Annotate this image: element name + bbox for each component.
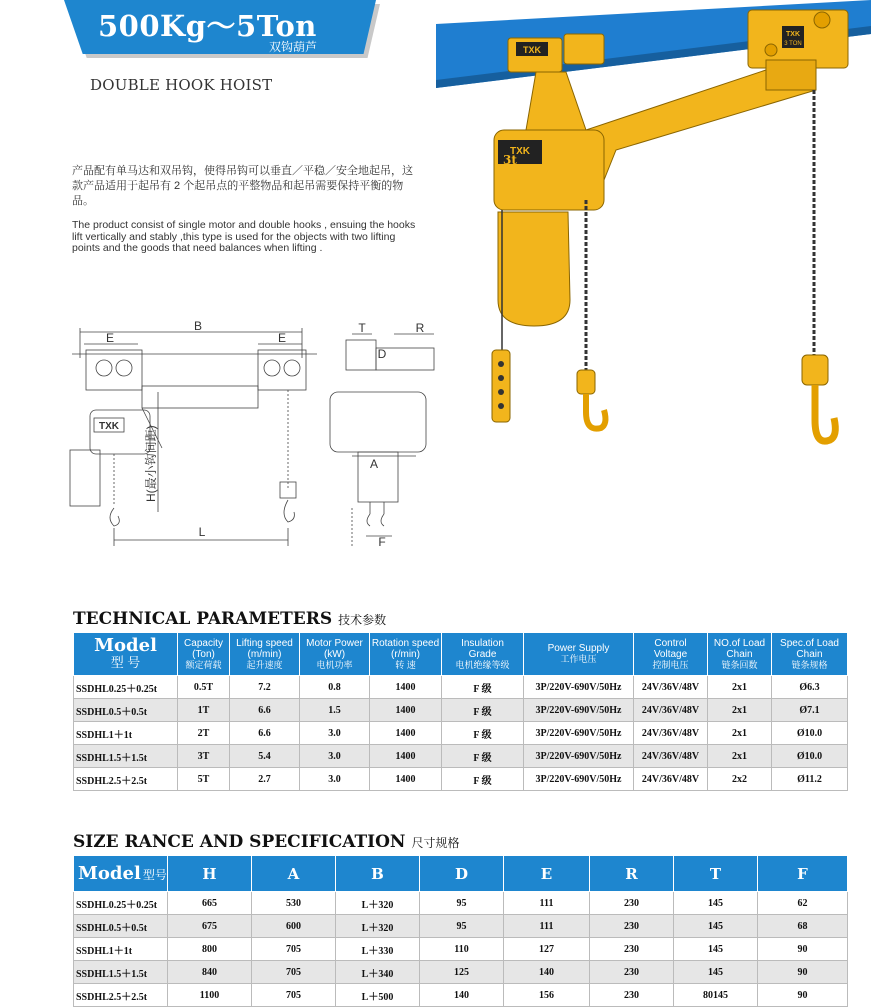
dim-L: L [198,525,206,539]
table-row [74,892,848,915]
table-cell: L＋320 [336,915,420,938]
size-section-title [73,832,459,852]
right-hook-block [802,355,828,385]
th-chain-spec: Spec.of Load Chain 链条规格 [772,633,848,676]
table-cell: 2x1 [708,676,772,699]
description-en: The product consist of single motor and double hooks , ensuing the hooks lift vertically and stably ,this type is used for the objects with two lifting points and the goods that need balances when lifting . [72,219,416,254]
table-cell: Ø7.1 [772,699,848,722]
table-cell: 5.4 [230,745,300,768]
th-rotation-speed: Rotation speed (r/min) 转 速 [370,633,442,676]
table-cell: 3.0 [300,768,370,791]
th-lifting-speed: Lifting speed (m/min) 起升速度 [230,633,300,676]
left-hook-block [577,370,595,394]
table-cell: 24V/36V/48V [634,745,708,768]
table-cell: 1400 [370,722,442,745]
th-motor-power: Motor Power (kW) 电机功率 [300,633,370,676]
trolley-capacity-right: 3 TON [784,41,802,47]
table-cell: 705 [252,961,336,984]
title-banner [64,0,382,62]
pendant-control [492,350,510,422]
table-cell: 1400 [370,676,442,699]
th-R: R [590,856,674,892]
table-row [74,745,848,768]
table-cell: 2x1 [708,722,772,745]
table-cell: 1400 [370,768,442,791]
table-cell: 2x2 [708,768,772,791]
size-table [73,855,848,1007]
table-cell: 2T [178,722,230,745]
table-cell: 140 [420,984,504,1007]
technical-title: TECHNICAL PARAMETERS [73,609,333,629]
table-cell: Ø6.3 [772,676,848,699]
table-cell: 2x1 [708,699,772,722]
table-row [74,722,848,745]
table-cell: 6.6 [230,699,300,722]
table-cell: Ø10.0 [772,745,848,768]
table-cell: 5T [178,768,230,791]
table-cell: 705 [252,984,336,1007]
table-cell: 145 [674,938,758,961]
table-cell: Ø11.2 [772,768,848,791]
table-cell: L＋340 [336,961,420,984]
table-cell: 1.5 [300,699,370,722]
th-control-voltage: Control Voltage 控制电压 [634,633,708,676]
dim-E-left: E [105,331,115,345]
table-cell: 24V/36V/48V [634,699,708,722]
table-cell: 145 [674,915,758,938]
table-cell: 3P/220V-690V/50Hz [524,745,634,768]
table-cell: 90 [758,984,848,1007]
table-cell: L＋500 [336,984,420,1007]
drawing-side-view [322,318,452,554]
table-cell: 3T [178,745,230,768]
table-cell: 110 [420,938,504,961]
table-cell: 95 [420,915,504,938]
th-E: E [504,856,590,892]
technical-title-cn: 技术参数 [338,613,387,627]
th-F: F [758,856,848,892]
table-cell: 3P/220V-690V/50Hz [524,699,634,722]
table-cell: 230 [590,961,674,984]
table-cell: 111 [504,915,590,938]
th-chain-count: NO.of Load Chain 链条回数 [708,633,772,676]
page-subtitle: DOUBLE HOOK HOIST [90,76,273,94]
dim-B: B [193,319,203,333]
th-A: A [252,856,336,892]
table-cell: 230 [590,892,674,915]
dim-E-right: E [277,331,287,345]
right-hook [815,385,835,441]
table-cell: 3P/220V-690V/50Hz [524,722,634,745]
th-capacity: Capacity (Ton) 额定荷载 [178,633,230,676]
table-cell: 675 [168,915,252,938]
table-cell: 111 [504,892,590,915]
dim-A: A [369,457,379,471]
table-cell: 127 [504,938,590,961]
table-cell: F 级 [442,722,524,745]
th-T: T [674,856,758,892]
trolley-brand-right: TXK [786,31,800,38]
th-B: B [336,856,420,892]
table-cell: 145 [674,892,758,915]
table-cell: 230 [590,984,674,1007]
size-title-cn: 尺寸规格 [411,836,460,850]
table-cell: SSDHL1.5＋1.5t [74,961,168,984]
table-cell: SSDHL1.5＋1.5t [74,745,178,768]
th-power-supply: Power Supply 工作电压 [524,633,634,676]
table-cell: 95 [420,892,504,915]
table-cell: 600 [252,915,336,938]
size-title: SIZE RANCE AND SPECIFICATION [73,832,406,852]
table-cell: SSDHL1＋1t [74,722,178,745]
technical-section-title [73,609,386,629]
table-cell: 1400 [370,699,442,722]
th-size-model: Model 型号 [74,856,168,892]
table-cell: 90 [758,938,848,961]
dim-T: T [358,321,366,335]
table-row [74,768,848,791]
table-cell: F 级 [442,745,524,768]
table-cell: 2.7 [230,768,300,791]
table-row [74,699,848,722]
table-cell: L＋320 [336,892,420,915]
table-cell: 800 [168,938,252,961]
table-cell: 0.5T [178,676,230,699]
product-photo [436,0,871,470]
drawing-front-view [62,318,330,554]
table-cell: SSDHL0.5＋0.5t [74,699,178,722]
page-title: 500Kg～5Ton [98,9,317,43]
left-hook [586,394,605,429]
table-cell: 230 [590,915,674,938]
table-cell: 6.6 [230,722,300,745]
table-cell: F 级 [442,676,524,699]
table-cell: 3.0 [300,722,370,745]
table-cell: 0.8 [300,676,370,699]
table-cell: F 级 [442,768,524,791]
technical-table [73,632,848,791]
table-row [74,938,848,961]
description-cn: 产品配有单马达和双吊钩，使得吊钩可以垂直／平稳／安全地起吊，这款产品适用于起吊有 2 个起吊点的平整物品和起吊需要保持平衡的物品。 [72,165,413,207]
table-cell: 156 [504,984,590,1007]
table-row [74,961,848,984]
table-cell: 1T [178,699,230,722]
dim-D: D [377,347,387,361]
table-cell: Ø10.0 [772,722,848,745]
th-model: Model 型 号 [74,633,178,676]
table-row [74,676,848,699]
dim-R: R [415,321,425,335]
table-cell: 145 [674,961,758,984]
hoist-capacity: 3t [503,153,517,167]
table-cell: 90 [758,961,848,984]
table-cell: 3P/220V-690V/50Hz [524,768,634,791]
size-header-row [74,856,848,892]
table-cell: 125 [420,961,504,984]
table-cell: SSDHL0.25＋0.25t [74,676,178,699]
table-cell: 2x1 [708,745,772,768]
table-row [74,915,848,938]
th-D: D [420,856,504,892]
table-cell: 530 [252,892,336,915]
table-cell: 230 [590,938,674,961]
table-cell: 24V/36V/48V [634,722,708,745]
table-cell: SSDHL0.5＋0.5t [74,915,168,938]
table-cell: SSDHL2.5＋2.5t [74,768,178,791]
table-cell: 840 [168,961,252,984]
th-insulation: Insulation Grade 电机绝缘等级 [442,633,524,676]
table-cell: SSDHL2.5＋2.5t [74,984,168,1007]
table-cell: SSDHL1＋1t [74,938,168,961]
table-cell: 24V/36V/48V [634,768,708,791]
table-cell: 1400 [370,745,442,768]
table-cell: 80145 [674,984,758,1007]
technical-header-row [74,633,848,676]
table-cell: SSDHL0.25＋0.25t [74,892,168,915]
dim-H: H(最小钩间距) [144,425,158,502]
table-cell: F 级 [442,699,524,722]
page-title-cn: 双钩葫芦 [269,40,318,54]
trolley-brand-left: TXK [523,45,541,55]
table-cell: 68 [758,915,848,938]
table-cell: 665 [168,892,252,915]
th-H: H [168,856,252,892]
table-cell: 3P/220V-690V/50Hz [524,676,634,699]
table-cell: 1100 [168,984,252,1007]
chain-bag [498,212,570,326]
table-cell: 140 [504,961,590,984]
table-cell: 24V/36V/48V [634,676,708,699]
table-cell: 7.2 [230,676,300,699]
hoist-brand: TXK [510,146,530,157]
drawing-brand: TXK [99,421,119,432]
table-row [74,984,848,1007]
table-cell: L＋330 [336,938,420,961]
table-cell: 705 [252,938,336,961]
table-cell: 3.0 [300,745,370,768]
dim-F: F [378,535,386,549]
table-cell: 62 [758,892,848,915]
